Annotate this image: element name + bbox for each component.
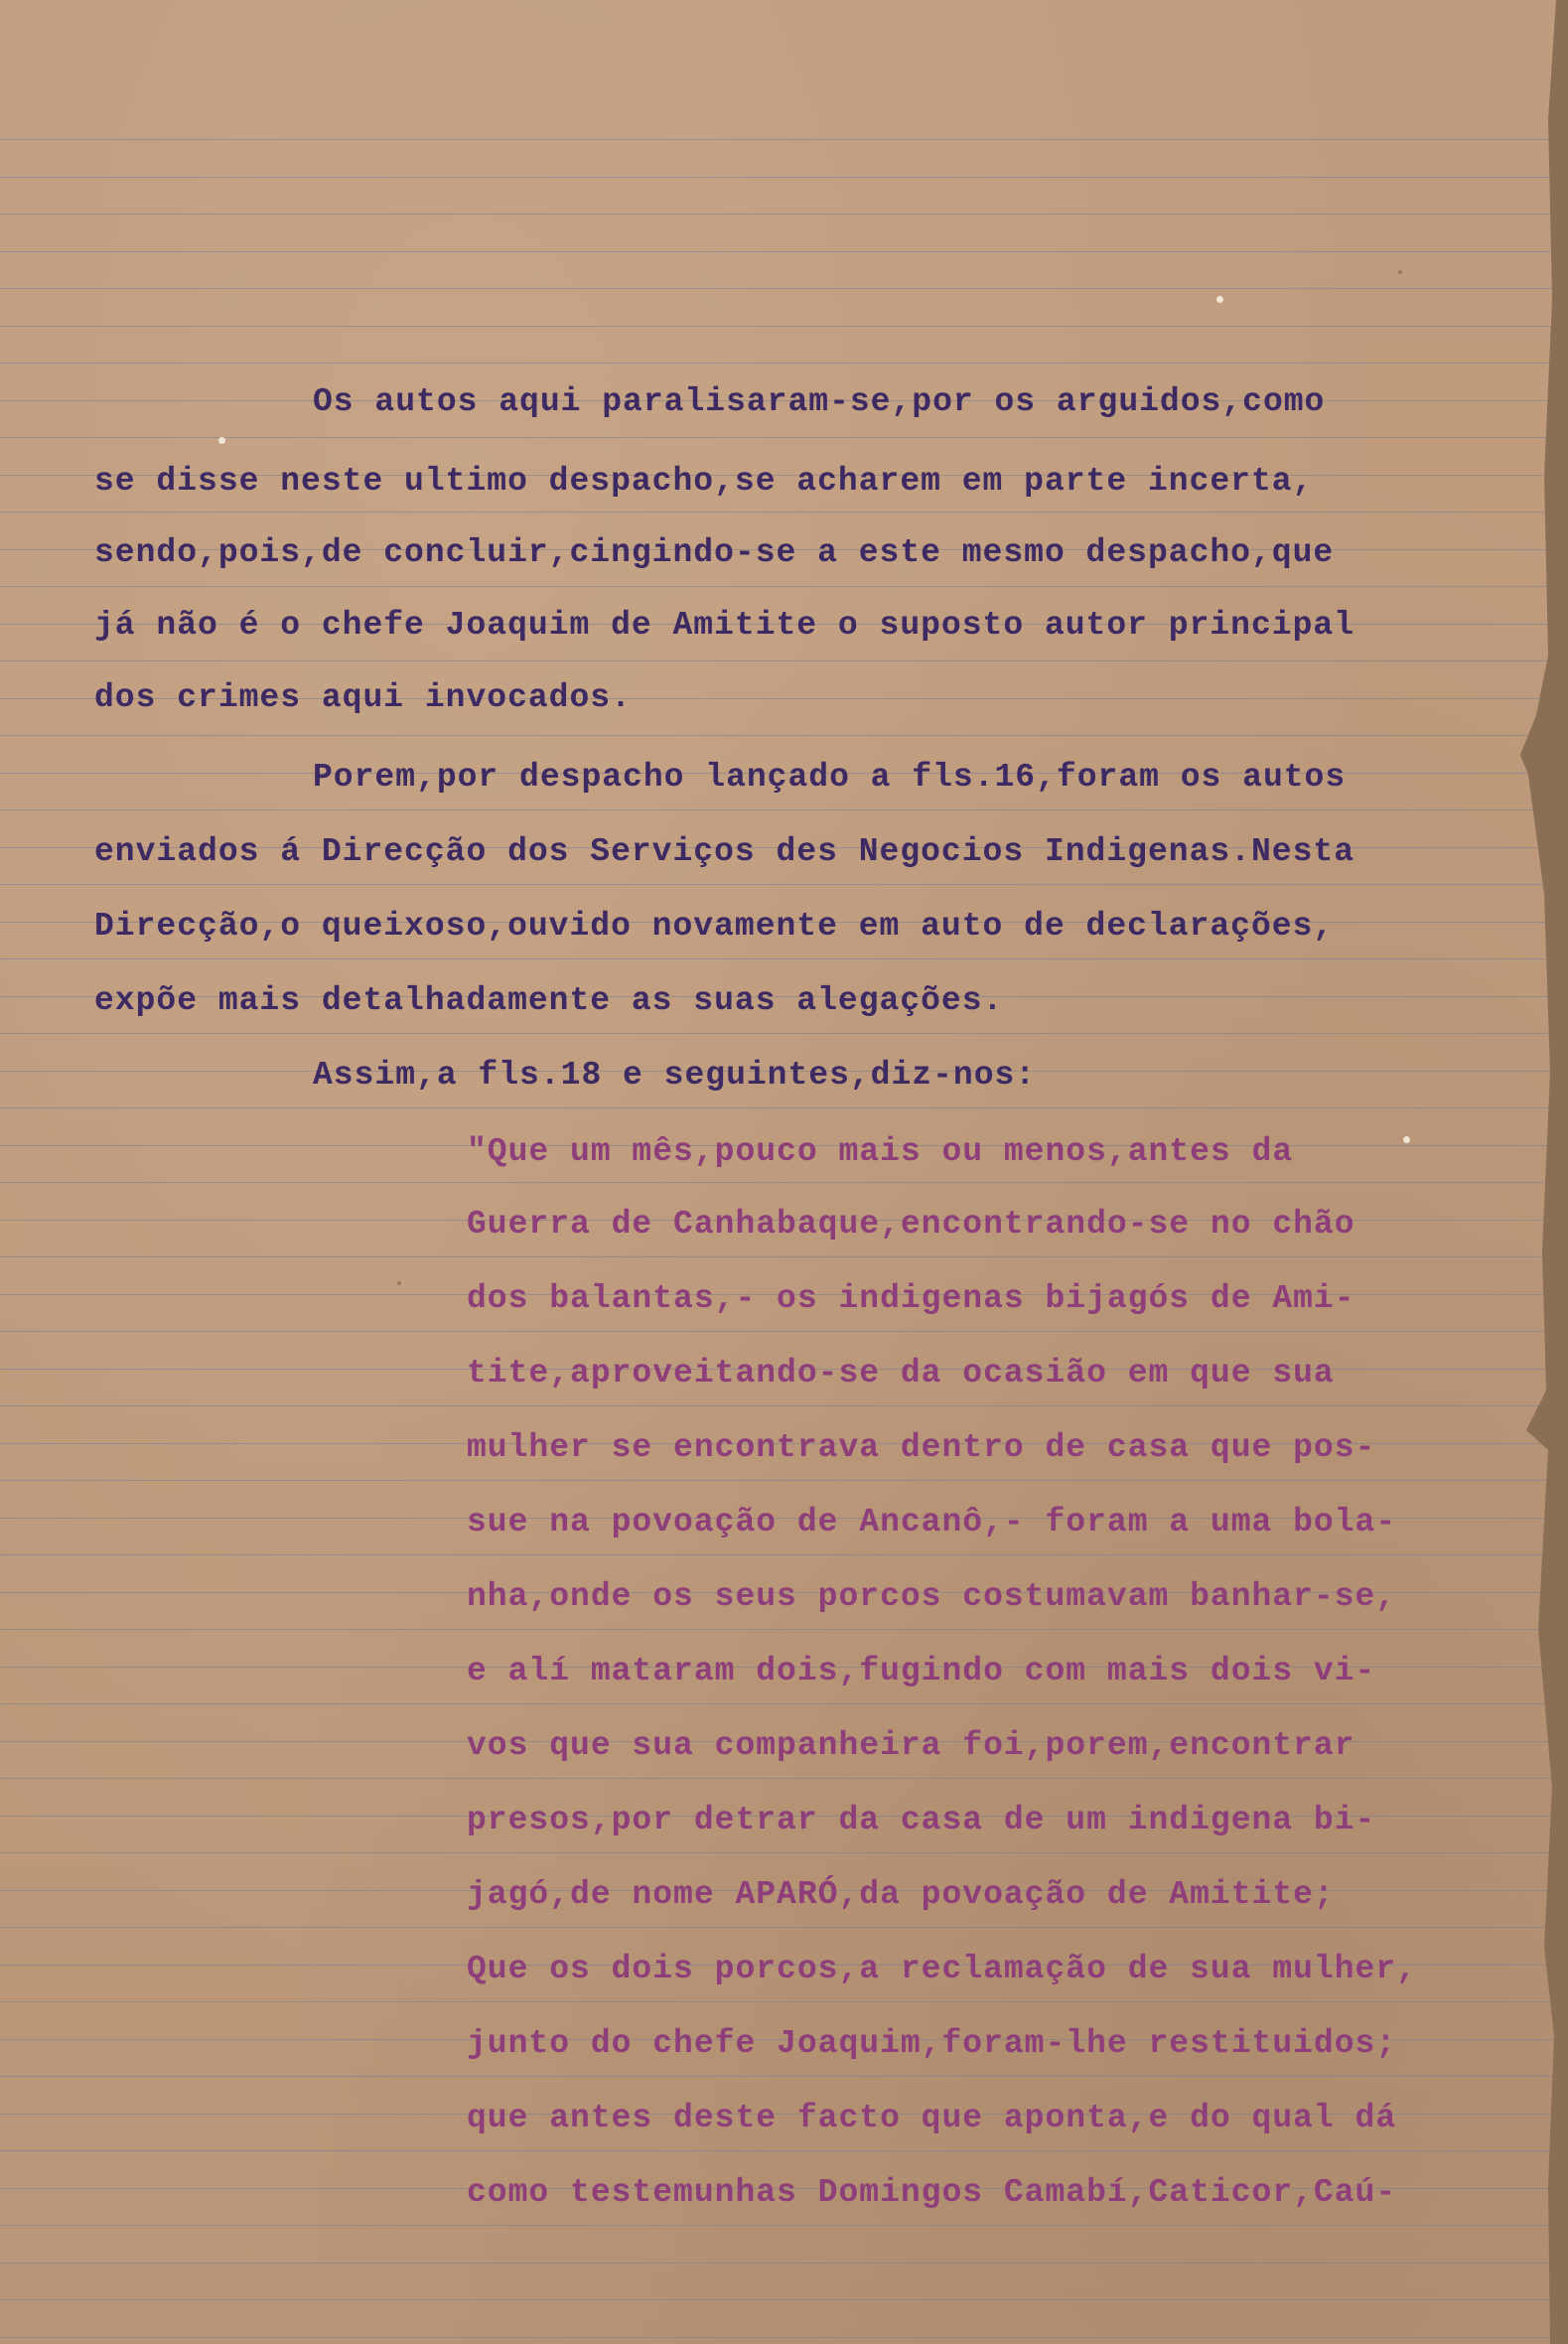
ruled-line xyxy=(0,735,1568,736)
ruled-line xyxy=(0,288,1568,289)
p1-line-2: se disse neste ultimo despacho,se acharem em parte incerta, xyxy=(94,463,1314,500)
ruled-line xyxy=(0,1182,1568,1183)
ruled-line xyxy=(0,1405,1568,1406)
quote-line-6: sue na povoação de Ancanô,- foram a uma bola- xyxy=(467,1504,1397,1540)
quote-line-8: e alí mataram dois,fugindo com mais dois vi- xyxy=(467,1653,1376,1689)
ruled-line xyxy=(0,1554,1568,1555)
quote-line-12: Que os dois porcos,a reclamação de sua mulher, xyxy=(467,1951,1417,1987)
quote-line-10: presos,por detrar da casa de um indigena bi- xyxy=(467,1802,1376,1838)
p1-line-3: sendo,pois,de concluir,cingindo-se a este mesmo despacho,que xyxy=(94,534,1335,571)
ruled-line xyxy=(0,958,1568,959)
quote-line-7: nha,onde os seus porcos costumavam banhar-se, xyxy=(467,1578,1397,1615)
quote-line-14: que antes deste facto que aponta,e do qual dá xyxy=(467,2100,1397,2136)
paper-speck xyxy=(1216,296,1223,303)
quote-line-3: dos balantas,- os indigenas bijagós de Ami- xyxy=(467,1280,1355,1317)
ruled-line xyxy=(0,363,1568,364)
quote-line-13: junto do chefe Joaquim,foram-lhe restituidos; xyxy=(467,2025,1397,2062)
quote-line-11: jagó,de nome APARÓ,da povoação de Amitite; xyxy=(467,1876,1335,1913)
ruled-line xyxy=(0,809,1568,810)
ruled-line xyxy=(0,660,1568,661)
quote-line-15: como testemunhas Domingos Camabí,Caticor,Caú- xyxy=(467,2174,1397,2211)
ruled-line xyxy=(0,177,1568,178)
quote-line-4: tite,aproveitando-se da ocasião em que sua xyxy=(467,1355,1335,1392)
ruled-line xyxy=(0,512,1568,513)
ruled-line xyxy=(0,586,1568,587)
ruled-line xyxy=(0,214,1568,215)
ruled-line xyxy=(0,1852,1568,1853)
ruled-line xyxy=(0,1331,1568,1332)
ruled-line xyxy=(0,326,1568,327)
ruled-line xyxy=(0,437,1568,438)
paper-dust xyxy=(1398,270,1402,274)
p1-line-1: Os autos aqui paralisaram-se,por os arguidos,como xyxy=(313,383,1326,420)
quote-line-1: "Que um mês,pouco mais ou menos,antes da xyxy=(467,1133,1294,1170)
ruled-line xyxy=(0,2299,1568,2300)
torn-edge xyxy=(1508,0,1568,2344)
p1-line-4: já não é o chefe Joaquim de Amitite o suposto autor principal xyxy=(94,607,1354,644)
quote-line-5: mulher se encontrava dentro de casa que pos- xyxy=(467,1429,1376,1466)
ruled-line xyxy=(0,1256,1568,1257)
ruled-line xyxy=(0,2076,1568,2077)
ruled-line xyxy=(0,2225,1568,2226)
paper-speck xyxy=(218,437,225,444)
quote-line-2: Guerra de Canhabaque,encontrando-se no chão xyxy=(467,1206,1355,1243)
ruled-line xyxy=(0,2001,1568,2002)
ruled-line xyxy=(0,251,1568,252)
p1-line-5: dos crimes aqui invocados. xyxy=(94,679,632,716)
p2-line-3: Direcção,o queixoso,ouvido novamente em auto de declarações, xyxy=(94,908,1335,945)
ruled-line xyxy=(0,2337,1568,2338)
ruled-line xyxy=(0,139,1568,140)
ruled-line xyxy=(0,1033,1568,1034)
ruled-line xyxy=(0,1703,1568,1704)
paper-speck xyxy=(1403,1136,1410,1143)
quote-line-9: vos que sua companheira foi,porem,encontrar xyxy=(467,1727,1355,1764)
ruled-line xyxy=(0,1629,1568,1630)
paper-dust xyxy=(397,1281,401,1285)
ruled-line xyxy=(0,884,1568,885)
ruled-line xyxy=(0,1480,1568,1481)
p3-line-1: Assim,a fls.18 e seguintes,diz-nos: xyxy=(313,1057,1037,1094)
ruled-line xyxy=(0,2263,1568,2264)
ruled-line xyxy=(0,1778,1568,1779)
ruled-line xyxy=(0,1107,1568,1108)
p2-line-1: Porem,por despacho lançado a fls.16,foram os autos xyxy=(313,759,1347,796)
ruled-line xyxy=(0,2150,1568,2151)
p2-line-2: enviados á Direcção dos Serviços des Negocios Indigenas.Nesta xyxy=(94,833,1354,870)
p2-line-4: expõe mais detalhadamente as suas alegações. xyxy=(94,982,1004,1019)
ruled-line xyxy=(0,1927,1568,1928)
